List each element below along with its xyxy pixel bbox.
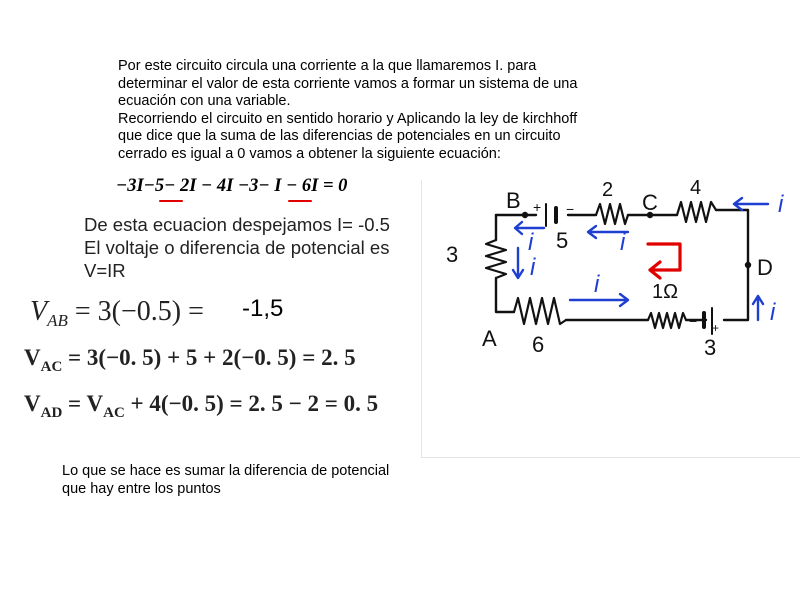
equation-part: − bbox=[143, 176, 155, 196]
equation-emf-3: 3 bbox=[249, 176, 259, 196]
node-b-dot bbox=[522, 212, 528, 218]
vad-equation bbox=[24, 391, 379, 421]
label-battery-top-value: 5 bbox=[556, 228, 569, 253]
intro-line: determinar el valor de esta corriente vamos a formar un sistema de una bbox=[118, 75, 578, 92]
resolution-line: El voltaje o diferencia de potencial es bbox=[84, 237, 390, 258]
vad-mid-subscript: AC bbox=[103, 405, 125, 421]
current-arrow-top-right bbox=[734, 198, 768, 210]
vab-subscript: AB bbox=[47, 311, 68, 330]
vad-expression: + 4(−0. 5) = 2. 5 − 2 = 0. 5 bbox=[124, 391, 379, 416]
vab-symbol: V bbox=[30, 296, 48, 327]
resolution-line: V=IR bbox=[84, 260, 126, 281]
intro-line: ecuación con una variable. bbox=[118, 93, 291, 110]
resistor-left-3 bbox=[486, 240, 506, 278]
resistor-top-4 bbox=[677, 202, 716, 222]
intro-line: Por este circuito circula una corriente a la que llamaremos I. para bbox=[118, 58, 537, 74]
label-node-c: C bbox=[642, 190, 658, 215]
label-battery-bottom-value: 3 bbox=[704, 335, 717, 360]
label-resistor-6: 6 bbox=[532, 332, 545, 357]
vad-subscript: AD bbox=[40, 405, 63, 421]
current-label: i bbox=[528, 229, 534, 256]
resistor-bottom-6 bbox=[514, 298, 566, 324]
vac-expression: = 3(−0. 5) + 5 + 2(−0. 5) = 2. 5 bbox=[62, 345, 356, 370]
panel-border-bottom bbox=[421, 457, 800, 458]
resolution-text bbox=[84, 213, 390, 282]
circuit-diagram bbox=[422, 175, 800, 375]
vab-expression: = 3(−0.5) = bbox=[67, 296, 204, 327]
vac-equation bbox=[24, 345, 356, 375]
wire-top-right bbox=[716, 210, 748, 262]
label-resistor-3: 3 bbox=[446, 242, 459, 267]
current-label: i bbox=[778, 191, 784, 218]
intro-line: que dice que la suma de las diferencias de potenciales en un circuito bbox=[118, 128, 561, 145]
current-arrow-right-up bbox=[753, 296, 763, 320]
vab-result: -1,5 bbox=[242, 295, 284, 322]
label-node-a: A bbox=[482, 326, 497, 351]
current-label: i bbox=[770, 299, 776, 326]
intro-paragraph bbox=[118, 58, 618, 164]
vad-symbol: V bbox=[24, 391, 41, 416]
current-label: i bbox=[594, 271, 600, 298]
kirchhoff-equation bbox=[116, 176, 347, 197]
wire-left-bottom bbox=[496, 278, 514, 312]
underline-emf-3 bbox=[288, 200, 312, 202]
underline-emf-5 bbox=[159, 200, 183, 202]
current-arrow-left-down bbox=[513, 248, 523, 278]
resistor-top-2 bbox=[596, 204, 628, 224]
label-resistor-4: 4 bbox=[690, 177, 702, 199]
equation-part: − 2I − 4I − bbox=[164, 176, 250, 196]
loop-direction-arrow bbox=[648, 244, 680, 278]
label-battery-bottom-minus: − bbox=[689, 313, 698, 329]
resolution-line: De esta ecuacion despejamos I= -0.5 bbox=[84, 214, 390, 235]
current-label: i bbox=[620, 229, 626, 256]
current-label: i bbox=[530, 254, 536, 281]
equation-emf-5: 5 bbox=[154, 176, 165, 196]
node-d-dot bbox=[745, 262, 751, 268]
label-battery-top-plus: + bbox=[533, 199, 542, 215]
footer-line: que hay entre los puntos bbox=[62, 481, 221, 497]
label-battery-bottom-plus: + bbox=[712, 321, 720, 335]
equation-part: − I − 6I = 0 bbox=[258, 176, 348, 196]
label-resistor-1ohm: 1Ω bbox=[652, 281, 679, 303]
footer-line: Lo que se hace es sumar la diferencia de potencial bbox=[62, 463, 390, 479]
label-resistor-2: 2 bbox=[602, 179, 614, 201]
footer-text bbox=[62, 462, 389, 498]
vad-mid: = V bbox=[62, 391, 104, 416]
label-battery-top-minus: − bbox=[566, 201, 575, 217]
label-node-d: D bbox=[757, 255, 773, 280]
intro-line: cerrado es igual a 0 vamos a obtener la siguiente ecuación: bbox=[118, 145, 501, 162]
resistor-small-1 bbox=[648, 313, 686, 328]
vac-symbol: V bbox=[24, 345, 41, 370]
vac-subscript: AC bbox=[40, 359, 63, 375]
vab-equation bbox=[30, 296, 204, 328]
intro-line: Recorriendo el circuito en sentido horario y Aplicando la ley de kirchhoff bbox=[118, 110, 578, 127]
wire-right-bottom bbox=[724, 262, 748, 320]
equation-part: −3I bbox=[116, 176, 144, 196]
label-node-b: B bbox=[506, 188, 521, 213]
